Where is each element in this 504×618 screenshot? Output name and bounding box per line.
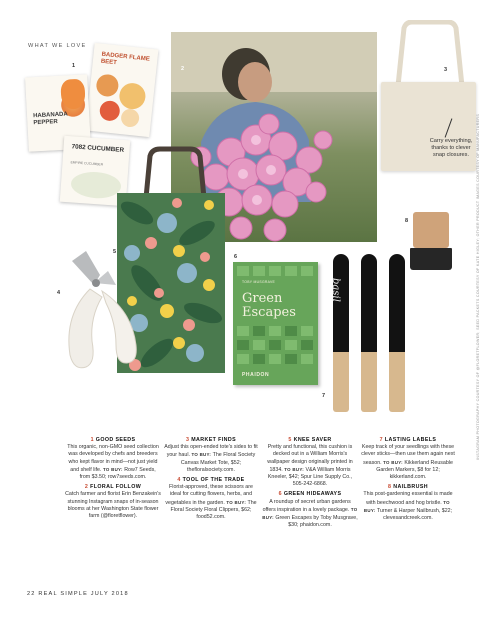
item-title-3: 3 MARKET FINDS bbox=[185, 437, 237, 443]
item-title-8: 8 NAILBRUSH bbox=[387, 484, 429, 491]
packet-title-pepper: HABANADA PEPPER bbox=[32, 111, 68, 126]
item-body-3: Adjust this open-ended tote's sides to fit your haul. bbox=[164, 444, 258, 459]
item-buy-8: Turner & Harper Nailbrush, $22; clevesandcreek.com. bbox=[376, 507, 453, 522]
green-escapes-book bbox=[233, 262, 318, 385]
packet-title-cucumber: 7082 CUCUMBER bbox=[71, 143, 125, 154]
packet-title-beet: BADGER FLAME BEET bbox=[100, 51, 150, 66]
item-body-7: Keep track of your seedlings with these clever sticks—then use them again next season. bbox=[361, 444, 455, 466]
floral-tote-handle bbox=[140, 146, 210, 198]
seed-packet-beet bbox=[86, 43, 159, 137]
book-author: TOBY MUSGRAVE bbox=[242, 280, 276, 284]
item-buy-4: The Floral Society Floral Clippers, $62; food52.com. bbox=[170, 499, 257, 521]
item-title-2: 2 FLORAL FOLLOW bbox=[84, 484, 142, 491]
item-buy-7: Kikkerland Reusable Garden Markers, $8 for 12; kikkerland.com. bbox=[376, 459, 453, 481]
item-body-5: Pretty and functional, this cushion is decked out in a William Morris's wallpaper design originally printed in 1834. bbox=[267, 444, 353, 473]
page-footer: 22 REAL SIMPLE JULY 2018 bbox=[27, 591, 129, 597]
garden-marker-2 bbox=[361, 254, 377, 412]
item-body-4: Florist-approved, these scissors are ideal for cutting flowers, herbs, and vegetables in the garden. bbox=[165, 484, 253, 506]
packet-subtitle-cucumber: EMPIRE CUCUMBER bbox=[70, 160, 104, 167]
item-title-7: 7 LASTING LABELS bbox=[379, 437, 437, 443]
item-title-5: 5 KNEE SAVER bbox=[288, 437, 332, 443]
item-body-8: This post-gardening essential is made with beechwood and hog bristle. bbox=[363, 491, 453, 506]
item-title-6: 6 GREEN HIDEAWAYS bbox=[278, 491, 342, 498]
item-buy-5: V&A William Morris Kneeler, $42; Spur Line Supply Co., 505-242-6868. bbox=[267, 466, 353, 488]
text-column-2: 3 MARKET FINDS Adjust this open-ended tote's sides to fit your haul. TO BUY: The Floral Society Canvas Market Tote, $52; thefloralsociety.com. 4 TOOL OF THE TRADE Florist-approved, these scissors are ideal for cutting flowers, herbs, and vegetables in the garden. TO BUY: The Floral Society Floral Clippers, $62; food52.com. bbox=[164, 437, 258, 521]
item-title-4: 4 TOOL OF THE TRADE bbox=[177, 477, 245, 484]
marker-label-text: basil bbox=[330, 278, 341, 302]
item-number-1: 1 bbox=[72, 63, 76, 69]
tote-caption: Carry everything, thanks to clever snap closures. bbox=[429, 138, 473, 158]
text-column-4: 7 LASTING LABELS Keep track of your seedlings with these clever sticks—then use them again next season. TO BUY: Kikkerland Reusable Garden Markers, $8 for 12; kikkerland.com. 8 NAILBRUSH This post-gardening essential is made with beechwood and hog bristle. TO BUY: Turner & Harper Nailbrush, $22; clevesandcreek.com. bbox=[361, 437, 455, 522]
item-buy-3: The Floral Society Canvas Market Tote, $52; thefloralsociety.com. bbox=[180, 452, 256, 473]
tote-handle bbox=[392, 20, 468, 86]
item-body-2: Catch farmer and florist Erin Benzakein's stunning Instagram snaps of in-season blooms at her Washington State flower farm (@floretflower). bbox=[65, 491, 161, 520]
nailbrush-bristles bbox=[410, 248, 452, 270]
item-number-4: 4 bbox=[57, 290, 61, 296]
item-body-1: This organic, non-GMO seed collection was developed by chefs and breeders who kept flavor in mind—not just yield and shelf life. bbox=[67, 444, 159, 473]
item-number-6: 6 bbox=[234, 254, 238, 260]
item-number-7: 7 bbox=[322, 393, 326, 399]
floral-clippers bbox=[56, 245, 146, 375]
section-header: WHAT WE LOVE bbox=[28, 43, 87, 49]
photo-credit: INSTAGRAM PHOTOGRAPHY COURTESY OF @FLORETFLOWER; SEED PACKETS COURTESY OF KATE HIGLEY; OTHER PRODUCT IMAGES COURTESY OF MANUFACTURERS bbox=[476, 113, 480, 460]
item-buy-1: Row7 Seeds, from $3.50; row7seeds.com. bbox=[79, 466, 156, 481]
item-title-1: 1 GOOD SEEDS bbox=[90, 437, 136, 443]
book-title: Green Escapes bbox=[242, 291, 296, 320]
item-number-5: 5 bbox=[113, 249, 117, 255]
book-publisher: PHAIDON bbox=[242, 372, 270, 378]
item-number-2: 2 bbox=[181, 66, 185, 72]
garden-marker-3 bbox=[389, 254, 405, 412]
text-column-3: 5 KNEE SAVER Pretty and functional, this cushion is decked out in a William Morris's wallpaper design originally printed in 1834. TO BUY: V&A William Morris Kneeler, $42; Spur Line Supply Co., 505-242-6868. 6 GREEN HIDEAWAYS A roundup of secret urban gardens offers inspiration in a lovely package. TO BUY: Green Escapes by Toby Musgrave, $30; phaidon.com. bbox=[262, 437, 358, 529]
item-buy-6: Green Escapes by Toby Musgrave, $30; phaidon.com. bbox=[275, 515, 358, 529]
item-number-3: 3 bbox=[444, 67, 448, 73]
nailbrush-handle bbox=[413, 212, 449, 248]
item-number-8: 8 bbox=[405, 218, 409, 224]
item-body-6: A roundup of secret urban gardens offers inspiration in a lovely package. bbox=[262, 498, 351, 513]
text-column-1: 1 GOOD SEEDS This organic, non-GMO seed collection was developed by chefs and breeders who kept flavor in mind—not just yield and shelf life. TO BUY: Row7 Seeds, from $3.50; row7seeds.com. 2 FLORAL FOLLOW Catch farmer and florist Erin Benzakein's stunning Instagram snaps of in-season blooms at her Washington State flower farm (@floretflower). bbox=[65, 437, 161, 520]
